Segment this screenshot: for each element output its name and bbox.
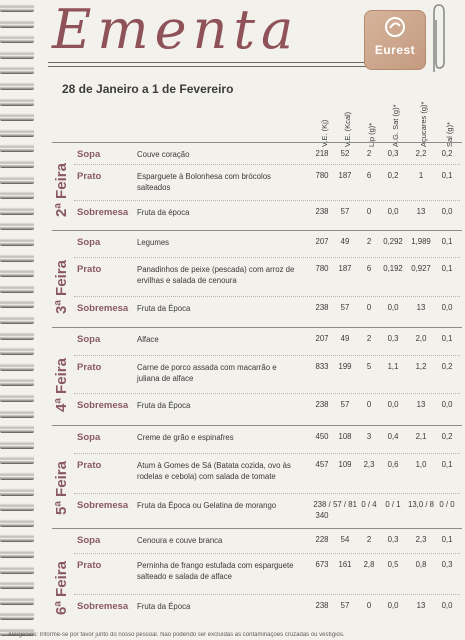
binding-ring (0, 66, 34, 73)
binding-ring (0, 207, 34, 214)
brand-name: Eurest (374, 43, 416, 57)
binding-ring (0, 82, 34, 89)
binding-ring (0, 581, 34, 588)
nutrient-value: 2 (366, 149, 372, 158)
nutrient-column-header (389, 105, 403, 147)
page-title: Ementa (52, 0, 300, 61)
eurest-mark-icon (384, 16, 406, 38)
nutrient-value: 2 (366, 237, 372, 246)
nutrient-value: 13,0 / 8 (407, 500, 434, 509)
menu-category: Sopa (77, 535, 101, 546)
nutrient-value: 673 (315, 560, 329, 569)
nutrient-value: 52 (340, 149, 350, 158)
nutrient-value: 2,0 (415, 334, 427, 343)
nutrient-value: 5 (366, 362, 372, 371)
nutrient-value: 54 (340, 535, 350, 544)
dish-name: Creme de grão e espinafres (137, 433, 234, 442)
binding-ring (0, 332, 34, 339)
nutrient-value: 0 (366, 303, 372, 312)
day-name: 3ª Feira (53, 260, 70, 314)
nutrient-value: 207 (315, 237, 329, 246)
day-label (52, 224, 76, 314)
binding-ring (0, 519, 34, 526)
binding-ring (0, 35, 34, 42)
binding-ring (0, 144, 34, 151)
nutrient-value: 0,1 (441, 237, 453, 246)
dish-name: Atum à Gomes de Sá (Batata cozida, ovo às rodelas e cebola) com salada de tomate (137, 461, 291, 482)
day-label (52, 322, 76, 412)
dish-name: Legumes (137, 238, 170, 247)
nutrient-value: 238 (315, 601, 329, 610)
row-separator (74, 553, 460, 554)
nutrient-value: 0,6 (387, 460, 399, 469)
binding-ring (0, 51, 34, 58)
binding-ring (0, 472, 34, 479)
row-separator (74, 257, 460, 258)
menu-category: Sopa (77, 334, 101, 345)
nutrient-value: 13 (416, 303, 426, 312)
dish-name: Fruta da Época ou Gelatina de morango (137, 501, 277, 510)
nutrient-value: 0,0 (441, 303, 453, 312)
binding-ring (0, 378, 34, 385)
menu-category: Sopa (77, 432, 101, 443)
dish-name: Fruta da Época (137, 401, 191, 410)
menu-category: Prato (77, 460, 102, 471)
nutrient-value: 108 (338, 432, 352, 441)
row-separator (74, 594, 460, 595)
nutrient-value: 0 / 0 (439, 500, 455, 509)
row-separator (74, 355, 460, 356)
dish-name: Perninha de frango estufada com esparguete salteado e salada de alface (137, 561, 294, 582)
binding-ring (0, 488, 34, 495)
nutrient-value: 238 (315, 303, 329, 312)
nutrient-value: 57 (340, 207, 350, 216)
dish-name: Couve coração (137, 150, 190, 159)
nutrient-value: 0,1 (441, 460, 453, 469)
nutrient-value: 57 / 81 (333, 500, 357, 509)
nutrient-value: 0,4 (387, 432, 399, 441)
nutrient-value: 2 (366, 535, 372, 544)
menu-category: Sobremesa (77, 601, 129, 612)
nutrient-value: 187 (338, 264, 352, 273)
nutrient-value: 780 (315, 171, 329, 180)
nutrient-value: 457 (315, 460, 329, 469)
binding-ring (0, 98, 34, 105)
nutrient-value: 0,8 (415, 560, 427, 569)
binding-ring (0, 456, 34, 463)
binding-ring (0, 612, 34, 619)
row-separator (74, 164, 460, 165)
nutrient-column-label: Sal (g)* (445, 121, 454, 147)
binding-ring (0, 363, 34, 370)
date-range: 28 de Janeiro a 1 de Fevereiro (62, 82, 234, 96)
binding-ring (0, 20, 34, 27)
nutrient-column-label: Lip (g)* (367, 122, 376, 147)
menu-category: Sobremesa (77, 500, 129, 511)
nutrient-value: 2,3 (415, 535, 427, 544)
menu-category: Sobremesa (77, 400, 129, 411)
nutrient-value: 228 (315, 535, 329, 544)
nutrient-value: 0,0 (387, 400, 399, 409)
nutrient-value: 0,0 (387, 303, 399, 312)
nutrient-value: 187 (338, 171, 352, 180)
nutrient-column-header (365, 105, 379, 147)
binding-ring (0, 113, 34, 120)
binding-ring (0, 394, 34, 401)
day-label (52, 425, 76, 515)
dish-name: Fruta da época (137, 208, 190, 217)
day-block (52, 528, 462, 629)
nutrient-value: 0,3 (387, 149, 399, 158)
nutrient-value: 13 (416, 400, 426, 409)
nutrient-value: 450 (315, 432, 329, 441)
nutrient-value: 0,0 (387, 601, 399, 610)
nutrient-value: 0,2 (441, 432, 453, 441)
day-label (52, 525, 76, 615)
nutrient-value: 1,2 (415, 362, 427, 371)
nutrient-value: 13 (416, 601, 426, 610)
dish-name: Fruta da Época (137, 304, 191, 313)
menu-category: Prato (77, 264, 102, 275)
nutrient-value: 0,3 (387, 334, 399, 343)
binding-ring (0, 534, 34, 541)
nutrient-value: 207 (315, 334, 329, 343)
binding-ring (0, 176, 34, 183)
binding-ring (0, 254, 34, 261)
day-block (52, 327, 462, 426)
menu-category: Prato (77, 362, 102, 373)
day-label (52, 127, 76, 217)
nutrient-value: 218 (315, 149, 329, 158)
nutrient-value: 780 (315, 264, 329, 273)
nutrient-value: 57 (340, 601, 350, 610)
nutrient-value: 1,1 (387, 362, 399, 371)
eurest-logo (364, 10, 426, 70)
nutrient-value: 0 (366, 601, 372, 610)
nutrient-value: 2,2 (415, 149, 427, 158)
day-name: 6ª Feira (53, 561, 70, 615)
nutrient-value: 0 / 4 (361, 500, 377, 509)
nutrient-value: 161 (338, 560, 352, 569)
dish-name: Alface (137, 335, 159, 344)
day-name: 5ª Feira (53, 461, 70, 515)
nutrient-value: 0,1 (441, 264, 453, 273)
nutrient-value: 2,8 (363, 560, 375, 569)
row-separator (74, 493, 460, 494)
binding-ring (0, 4, 34, 11)
day-name: 2ª Feira (53, 163, 70, 217)
nutrient-value: 0,0 (387, 207, 399, 216)
nutrient-value: 1,0 (415, 460, 427, 469)
nutrient-value: 49 (340, 237, 350, 246)
nutrient-value: 199 (338, 362, 352, 371)
nutrient-value: 13 (416, 207, 426, 216)
binding-ring (0, 597, 34, 604)
nutrient-value: 2 (366, 334, 372, 343)
binding-ring (0, 238, 34, 245)
binding-ring (0, 160, 34, 167)
nutrient-value: 0,1 (441, 171, 453, 180)
nutrient-value: 0,0 (441, 207, 453, 216)
dish-name: Fruta da Época (137, 602, 191, 611)
nutrient-value: 3 (366, 432, 372, 441)
row-separator (74, 296, 460, 297)
nutrient-value: 0,3 (387, 535, 399, 544)
menu-category: Prato (77, 560, 102, 571)
binding-ring (0, 550, 34, 557)
nutrient-value: 0,0 (441, 601, 453, 610)
dish-name: Cenoura e couve branca (137, 536, 223, 545)
nutrient-value: 0,2 (387, 171, 399, 180)
nutrient-value: 1 (418, 171, 424, 180)
paper-clip-icon (428, 2, 448, 74)
nutrient-value: 6 (366, 264, 372, 273)
nutrient-value: 0,1 (441, 535, 453, 544)
binding-ring (0, 410, 34, 417)
nutrient-value: 0,292 (383, 237, 403, 246)
nutrient-value: 238 (315, 207, 329, 216)
binding-ring (0, 347, 34, 354)
row-separator (74, 393, 460, 394)
nutrient-value: 0,2 (441, 149, 453, 158)
nutrient-value: 238 / 340 (313, 500, 331, 520)
nutrient-value: 2,3 (363, 460, 375, 469)
nutrient-column-label: Açucares (g)* (419, 101, 428, 147)
binding-ring (0, 425, 34, 432)
binding-ring (0, 503, 34, 510)
nutrient-value: 238 (315, 400, 329, 409)
binding-ring (0, 222, 34, 229)
nutrient-value: 0,1 (441, 334, 453, 343)
nutrient-column-header (443, 105, 457, 147)
menu-category: Sopa (77, 149, 101, 160)
nutrient-value: 833 (315, 362, 329, 371)
nutrient-value: 0,192 (383, 264, 403, 273)
nutrient-column-header (341, 105, 355, 147)
nutrient-value: 1,989 (411, 237, 431, 246)
nutrient-column-label: A.G. Sat (g)* (391, 104, 400, 147)
binding-ring (0, 129, 34, 136)
nutrient-value: 0,0 (441, 400, 453, 409)
nutrient-value: 6 (366, 171, 372, 180)
nutrient-column-header (417, 101, 431, 147)
nutrient-column-header (318, 105, 332, 147)
dish-name: Carne de porco assada com macarrão e juliana de alface (137, 363, 277, 384)
menu-category: Sopa (77, 237, 101, 248)
nutrient-value: 0 / 1 (385, 500, 401, 509)
nutrient-column-label: V.E. (Kcal) (343, 111, 352, 147)
row-separator (74, 453, 460, 454)
binding-ring (0, 566, 34, 573)
nutrient-column-label: V.E. (Kj) (320, 119, 329, 147)
day-name: 4ª Feira (53, 358, 70, 412)
nutrient-value: 0 (366, 207, 372, 216)
binding-ring (0, 285, 34, 292)
nutrient-value: 2,1 (415, 432, 427, 441)
row-separator (74, 200, 460, 201)
binding-ring (0, 269, 34, 276)
menu-category: Sobremesa (77, 207, 129, 218)
binding-ring (0, 191, 34, 198)
nutrient-value: 0 (366, 400, 372, 409)
day-block (52, 230, 462, 328)
nutrient-value: 0,3 (441, 560, 453, 569)
binding-ring (0, 316, 34, 323)
dish-name: Esparguete à Bolonhesa com brócolos salteados (137, 172, 271, 193)
nutrient-value: 57 (340, 303, 350, 312)
menu-category: Prato (77, 171, 102, 182)
dish-name: Panadinhos de peixe (pescada) com arroz de ervilhas e salada de cenoura (137, 265, 295, 286)
menu-category: Sobremesa (77, 303, 129, 314)
nutrient-value: 109 (338, 460, 352, 469)
nutrient-value: 0,927 (411, 264, 431, 273)
binding-ring (0, 300, 34, 307)
nutrient-value: 0,2 (441, 362, 453, 371)
nutrient-value: 49 (340, 334, 350, 343)
nutrient-value: 0,5 (387, 560, 399, 569)
binding-ring (0, 441, 34, 448)
spiral-binding (0, 0, 36, 640)
day-block (52, 142, 462, 231)
allergen-footnote: Alergénios: Informe-se por favor junto do nosso pessoal. Não podendo ser excluídas as contaminações cruzadas ou vestígios. (8, 632, 345, 638)
nutrient-value: 57 (340, 400, 350, 409)
day-block (52, 425, 462, 529)
